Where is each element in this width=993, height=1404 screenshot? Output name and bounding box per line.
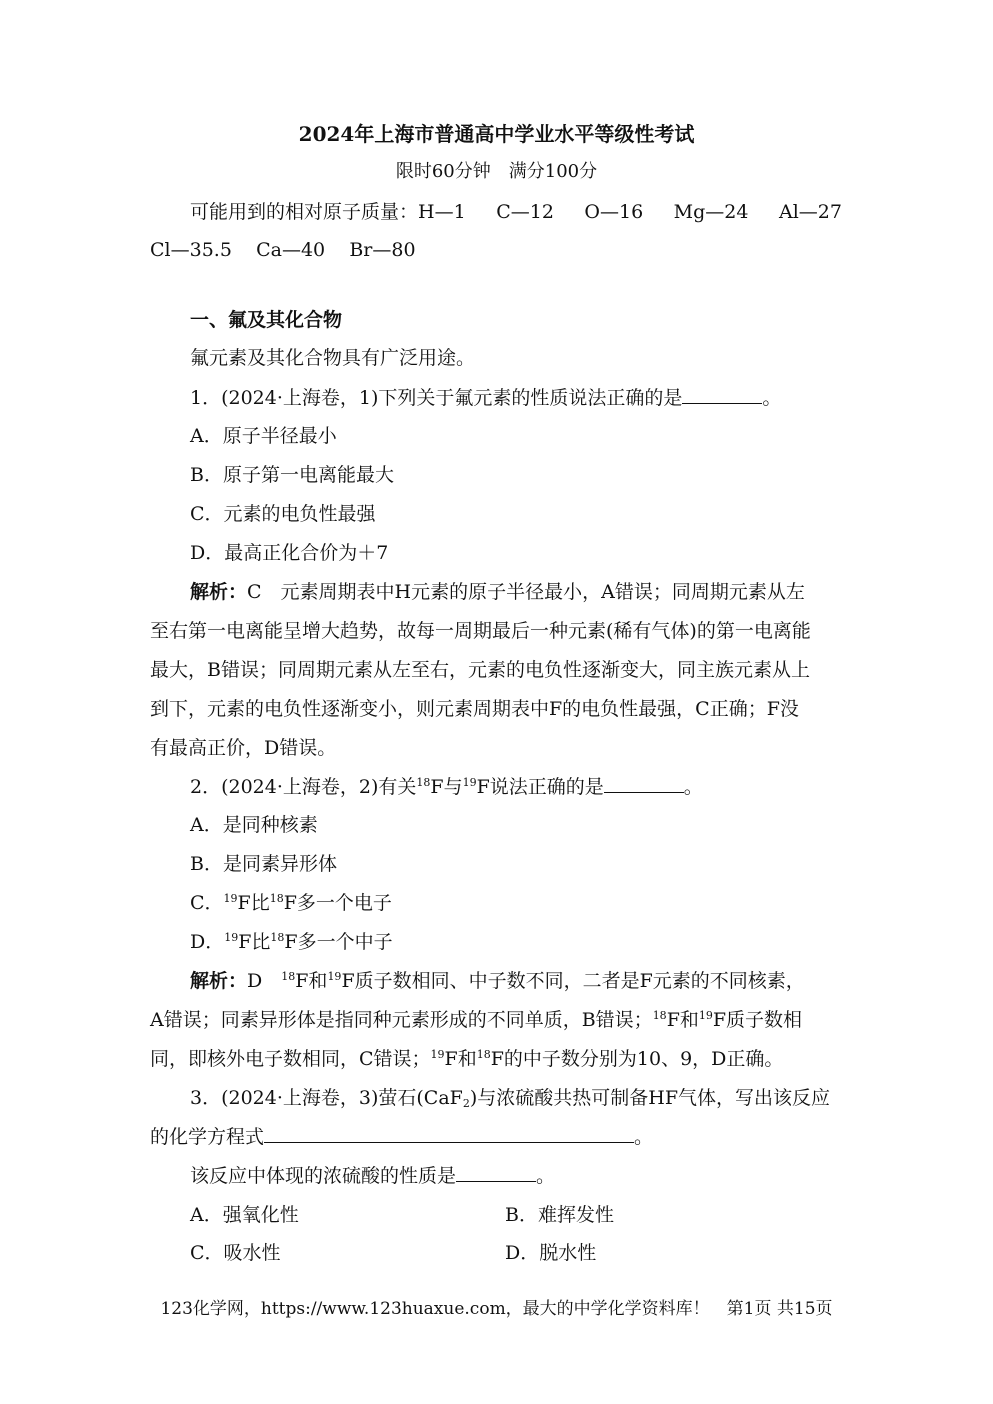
atomic-mass-intro: 可能用到的相对原子质量：H—1: [190, 201, 466, 223]
page-footer: 123化学网，https://www.123huaxue.com，最大的中学化学资料库！ 第1页 共15页: [160, 1299, 833, 1319]
question-1-option-a: A．原子半径最小: [190, 425, 337, 447]
exam-title: 2024年上海市普通高中学业水平等级性考试: [298, 122, 695, 146]
question-2-analysis-line: 解析：D $^{18}$F和$^{19}$F质子数相同、中子数不同，二者是F元素的不同核素，: [190, 970, 805, 992]
question-2-option-d: D．$^{19}$F比$^{18}$F多一个中子: [190, 931, 393, 953]
exam-subtitle: 限时60分钟 满分100分: [395, 161, 598, 182]
question-2-option-a: A．是同种核素: [190, 814, 318, 836]
atomic-mass-item: Br—80: [349, 239, 416, 261]
question-1-analysis-line: 解析：C 元素周期表中H元素的原子半径最小，A错误；同周期元素从左: [190, 581, 805, 603]
question-3-option-b: B．难挥发性: [505, 1204, 614, 1226]
question-3-option-d: D．脱水性: [505, 1242, 597, 1264]
atomic-mass-line-2: [150, 237, 842, 263]
question-3-option-c: C．吸水性: [190, 1242, 281, 1264]
question-1-analysis-line: 到下，元素的电负性逐渐变小，则元素周期表中F的电负性最强，C正确；F没: [150, 698, 799, 720]
atomic-mass-item: O—16: [584, 201, 644, 223]
atomic-mass-line-1: [190, 199, 842, 225]
question-1-option-c: C．元素的电负性最强: [190, 503, 376, 525]
question-1-option-b: B．原子第一电离能最大: [190, 464, 394, 486]
question-3-option-a: A．强氧化性: [190, 1204, 299, 1226]
question-2-analysis-line: 同，即核外电子数相同，C错误；$^{19}$F和$^{18}$F的中子数分别为10、9，D正确。: [150, 1048, 784, 1070]
question-1-analysis-line: 有最高正价，D错误。: [150, 737, 337, 759]
atomic-mass-item: Al—27: [778, 201, 842, 223]
analysis-label: 解析：: [190, 581, 248, 603]
answer-blank[interactable]: [456, 1163, 536, 1182]
question-1-analysis-line: 至右第一电离能呈增大趋势，故每一周期最后一种元素(稀有气体)的第一电离能: [150, 620, 811, 642]
answer-blank[interactable]: [264, 1124, 634, 1143]
question-3-property-line: 该反应中体现的浓硫酸的性质是 。: [190, 1165, 556, 1187]
atomic-mass-item: Ca—40: [256, 239, 326, 261]
question-1-stem: 1．(2024·上海卷，1)下列关于氟元素的性质说法正确的是 。: [190, 387, 782, 409]
answer-blank[interactable]: [604, 774, 684, 793]
atomic-mass-item: C—12: [496, 201, 554, 223]
question-1-analysis-line: 最大，B错误；同周期元素从左至右，元素的电负性逐渐变大，同主族元素从上: [150, 659, 810, 681]
question-2-stem: 2．(2024·上海卷，2)有关$^{18}$F与$^{19}$F说法正确的是 。: [190, 776, 703, 798]
question-3-stem: 3．(2024·上海卷，3)萤石(CaF$_2$)与浓硫酸共热可制备HF气体，写出该反应: [190, 1087, 831, 1110]
section-intro: 氟元素及其化合物具有广泛用途。: [190, 347, 476, 369]
atomic-mass-item: Mg—24: [673, 201, 749, 223]
answer-blank[interactable]: [682, 385, 762, 404]
question-2-option-b: B．是同素异形体: [190, 853, 337, 875]
question-2-option-c: C．$^{19}$F比$^{18}$F多一个电子: [190, 892, 392, 914]
atomic-mass-item: Cl—35.5: [150, 239, 232, 261]
analysis-label: 解析：: [190, 970, 248, 992]
question-1-option-d: D．最高正化合价为＋7: [190, 542, 389, 564]
question-2-analysis-line: A错误；同素异形体是指同种元素形成的不同单质，B错误；$^{18}$F和$^{19}$F质子数相: [150, 1009, 803, 1031]
question-3-equation-line: 的化学方程式 。: [150, 1126, 654, 1148]
question-3-options-row: [190, 1240, 842, 1266]
section-heading: 一、氟及其化合物: [190, 309, 343, 331]
question-3-options-row: [190, 1202, 842, 1228]
